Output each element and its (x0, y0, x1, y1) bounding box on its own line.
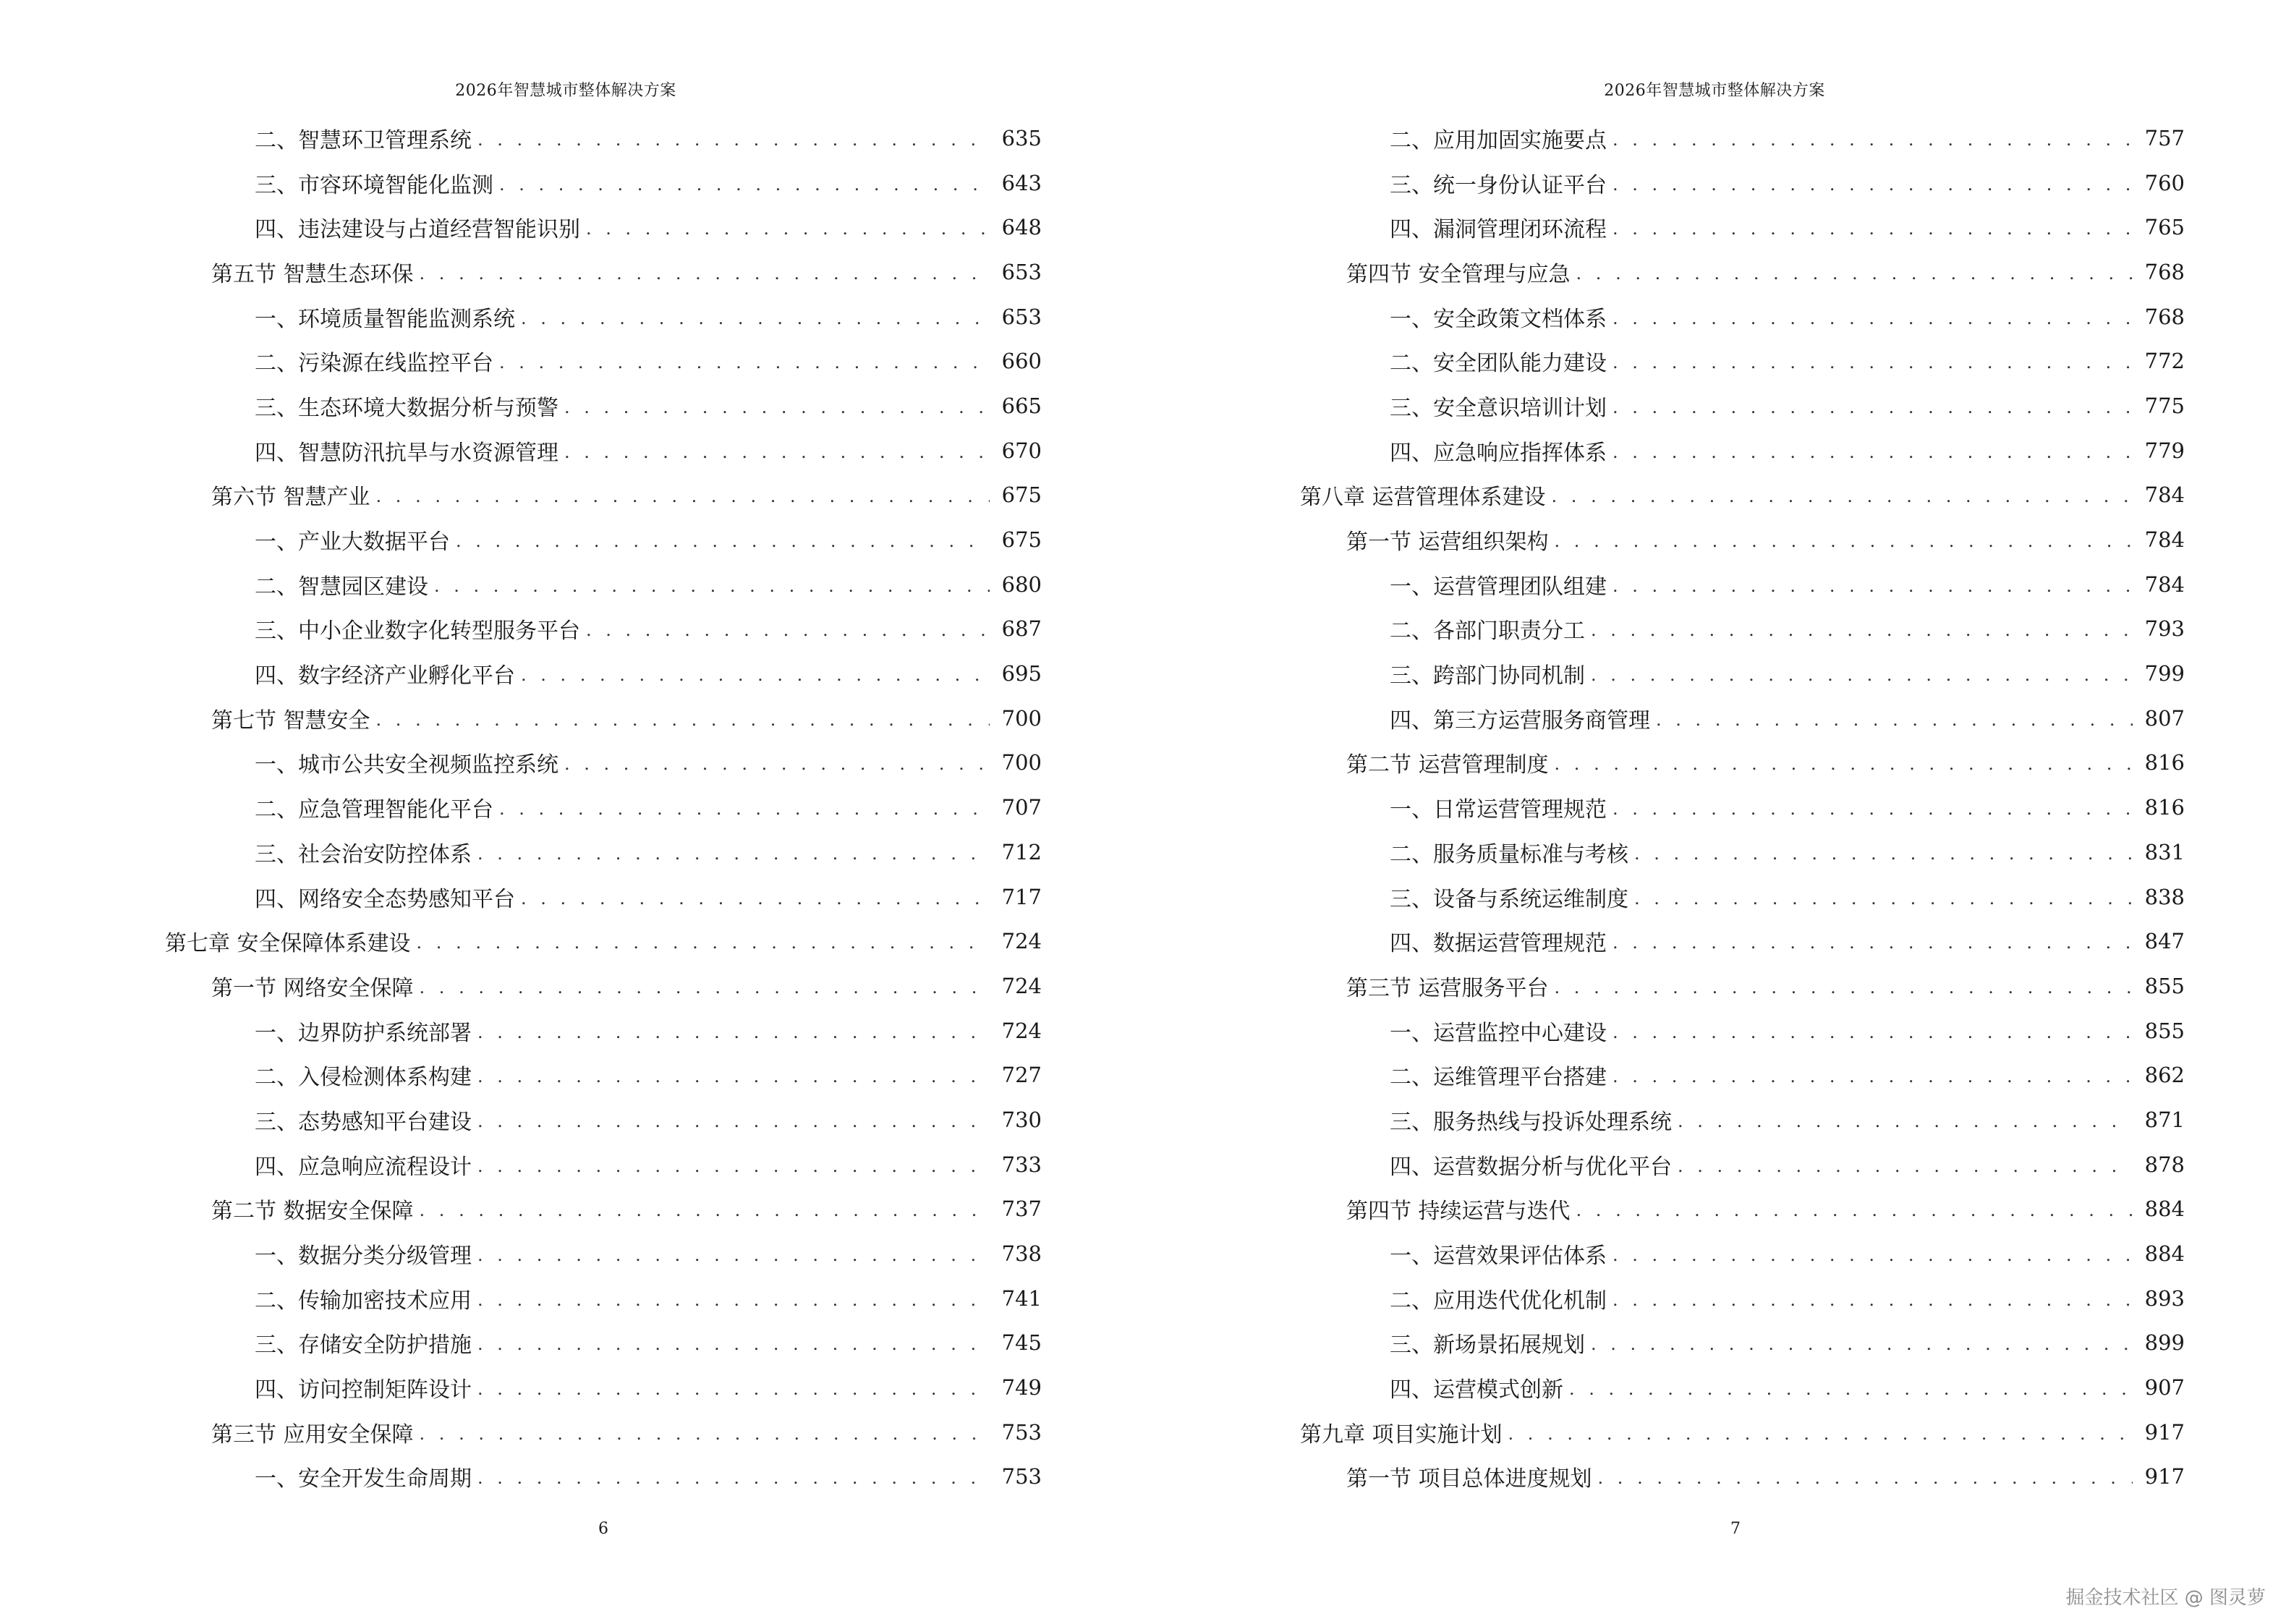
toc-entry-item[interactable] (0, 383, 1042, 428)
dot-leader (376, 486, 990, 506)
toc-entry-item[interactable] (1143, 383, 2185, 428)
toc-entry-item[interactable] (0, 607, 1042, 652)
toc-entry-page: 816 (2144, 795, 2185, 820)
toc-entry-label: 第一节 网络安全保障 (211, 975, 414, 1001)
toc-entry-label: 第五节 智慧生态环保 (211, 261, 414, 287)
toc-entry-page: 784 (2144, 482, 2185, 508)
toc-entry-label: 第二节 运营管理制度 (1346, 752, 1549, 778)
toc-entry-item[interactable] (0, 785, 1042, 830)
dot-leader (1598, 1468, 2133, 1488)
dot-leader (456, 531, 990, 551)
toc-entry-chapter[interactable] (0, 919, 1042, 964)
toc-entry-item[interactable] (1143, 919, 2185, 964)
toc-entry-item[interactable] (1143, 696, 2185, 741)
toc-entry-label: 四、数字经济产业孵化平台 (255, 663, 515, 689)
toc-entry-page: 862 (2144, 1063, 2185, 1088)
toc-entry-page: 687 (1001, 616, 1042, 642)
toc-entry-item[interactable] (1143, 294, 2185, 339)
toc-entry-label: 三、跨部门协同机制 (1390, 663, 1585, 689)
dot-leader (1612, 576, 2133, 596)
dot-leader (1591, 620, 2133, 640)
toc-entry-label: 第四节 持续运营与迭代 (1346, 1199, 1571, 1225)
toc-entry-page: 899 (2144, 1330, 2185, 1356)
toc-entry-item[interactable] (0, 294, 1042, 339)
toc-entry-item[interactable] (1143, 1097, 2185, 1142)
toc-entry-chapter[interactable] (1143, 1410, 2185, 1455)
page-number: 7 (1730, 1520, 1741, 1538)
dot-leader (1612, 218, 2133, 239)
toc-entry-item[interactable] (1143, 1142, 2185, 1187)
toc-entry-page: 733 (1001, 1152, 1042, 1177)
toc-entry-item[interactable] (0, 161, 1042, 205)
toc-entry-item[interactable] (1143, 1321, 2185, 1366)
dot-leader (521, 888, 990, 909)
dot-leader (1508, 1424, 2133, 1444)
toc-entry-page: 775 (2144, 393, 2185, 418)
toc-entry-page: 807 (2144, 705, 2185, 731)
page-header: 2026年智慧城市整体解决方案 (1604, 82, 1825, 100)
toc-entry-label: 二、智慧环卫管理系统 (255, 127, 472, 153)
toc-entry-page: 768 (2144, 304, 2185, 329)
toc-entry-label: 一、数据分类分级管理 (255, 1243, 472, 1270)
toc-entry-page: 893 (2144, 1285, 2185, 1311)
toc-entry-item[interactable] (0, 830, 1042, 875)
toc-entry-page: 653 (1001, 259, 1042, 284)
dot-leader (564, 397, 990, 417)
toc-entry-page: 753 (1001, 1464, 1042, 1489)
toc-entry-page: 793 (2144, 616, 2185, 642)
toc-entry-label: 一、边界防护系统部署 (255, 1020, 472, 1046)
dot-leader (1576, 1200, 2133, 1220)
dot-leader (1612, 1245, 2133, 1265)
toc-entry-label: 二、应急管理智能化平台 (255, 797, 493, 823)
dot-leader (499, 799, 990, 819)
toc-entry-label: 三、存储安全防护措施 (255, 1332, 472, 1359)
toc-entry-page: 760 (2144, 170, 2185, 195)
toc-entry-item[interactable] (0, 1008, 1042, 1053)
toc-entry-page: 847 (2144, 929, 2185, 954)
toc-entry-item[interactable] (1143, 339, 2185, 383)
toc-entry-label: 二、各部门职责分工 (1390, 618, 1585, 645)
dot-leader (1634, 888, 2133, 909)
toc-entry-item[interactable] (0, 1455, 1042, 1500)
toc-entry-label: 二、服务质量标准与考核 (1390, 841, 1628, 867)
toc-entry-label: 一、产业大数据平台 (255, 530, 450, 556)
dot-leader (376, 710, 990, 730)
toc-entry-page: 660 (1001, 349, 1042, 374)
toc-entry-page: 737 (1001, 1196, 1042, 1222)
dot-leader (1612, 1066, 2133, 1087)
toc-entry-label: 四、数据运营管理规范 (1390, 931, 1607, 957)
toc-entry-label: 四、运营数据分析与优化平台 (1390, 1154, 1672, 1180)
toc-entry-page: 855 (2144, 973, 2185, 998)
toc-entry-page: 871 (2144, 1107, 2185, 1132)
dot-leader (477, 843, 990, 864)
toc-entry-page: 749 (1001, 1375, 1042, 1400)
dot-leader (521, 308, 990, 328)
dot-leader (564, 754, 990, 774)
toc-entry-label: 二、入侵检测体系构建 (255, 1065, 472, 1091)
dot-leader (586, 218, 990, 239)
toc-entry-page: 855 (2144, 1018, 2185, 1043)
toc-entry-item[interactable] (1143, 428, 2185, 473)
toc-entry-item[interactable] (0, 1142, 1042, 1187)
toc-entry-label: 二、智慧园区建设 (255, 574, 428, 600)
toc-entry-label: 三、中小企业数字化转型服务平台 (255, 618, 580, 645)
toc-entry-item[interactable] (1143, 562, 2185, 607)
toc-entry-label: 第一节 运营组织架构 (1346, 530, 1549, 556)
toc-entry-label: 一、运营监控中心建设 (1390, 1020, 1607, 1046)
toc-entry-page: 724 (1001, 929, 1042, 954)
toc-entry-label: 一、运营效果评估体系 (1390, 1243, 1607, 1270)
dot-leader (564, 442, 990, 462)
dot-leader (417, 932, 990, 953)
toc-entry-label: 第四节 安全管理与应急 (1346, 261, 1571, 287)
dot-leader (1552, 486, 2133, 506)
toc-entry-page: 784 (2144, 527, 2185, 553)
toc-entry-item[interactable] (0, 875, 1042, 919)
toc-entry-page: 700 (1001, 705, 1042, 731)
dot-leader (1555, 977, 2133, 998)
toc-entry-label: 二、污染源在线监控平台 (255, 351, 493, 377)
dot-leader (1634, 843, 2133, 864)
dot-leader (1612, 442, 2133, 462)
toc-entry-label: 一、日常运营管理规范 (1390, 797, 1607, 823)
dot-leader (499, 352, 990, 373)
toc-entry-label: 四、智慧防汛抗旱与水资源管理 (255, 440, 558, 466)
toc-entry-label: 一、运营管理团队组建 (1390, 574, 1607, 600)
toc-entry-section[interactable] (1143, 741, 2185, 786)
dot-leader (420, 977, 990, 998)
toc-entry-item[interactable] (1143, 205, 2185, 250)
dot-leader (1656, 710, 2133, 730)
toc-entry-page: 768 (2144, 259, 2185, 284)
toc-entry-label: 三、统一身份认证平台 (1390, 172, 1607, 198)
toc-entry-label: 二、应用加固实施要点 (1390, 127, 1607, 153)
toc-entry-item[interactable] (0, 1097, 1042, 1142)
dot-leader (477, 1066, 990, 1087)
toc-entry-page: 680 (1001, 571, 1042, 597)
toc-entry-page: 765 (2144, 215, 2185, 240)
toc-entry-label: 四、应急响应指挥体系 (1390, 440, 1607, 466)
dot-leader (499, 174, 990, 195)
toc-entry-page: 707 (1001, 795, 1042, 820)
toc-entry-label: 三、生态环境大数据分析与预警 (255, 395, 558, 421)
toc-entry-label: 二、传输加密技术应用 (255, 1288, 472, 1314)
toc-entry-label: 第九章 项目实施计划 (1300, 1421, 1503, 1447)
toc-entry-section[interactable] (0, 964, 1042, 1008)
toc-entry-label: 三、市容环境智能化监测 (255, 172, 493, 198)
dot-leader (1591, 665, 2133, 685)
toc-entry-item[interactable] (1143, 1053, 2185, 1097)
dot-leader (1612, 932, 2133, 953)
dot-leader (521, 665, 990, 685)
dot-leader (477, 1111, 990, 1131)
toc-entry-label: 一、环境质量智能监测系统 (255, 306, 515, 332)
toc-entry-label: 四、第三方运营服务商管理 (1390, 707, 1650, 734)
toc-entry-page: 717 (1001, 884, 1042, 909)
toc-entry-item[interactable] (1143, 1231, 2185, 1276)
toc-entry-item[interactable] (0, 562, 1042, 607)
toc-entry-item[interactable] (0, 651, 1042, 696)
toc-entry-section[interactable] (1143, 517, 2185, 562)
dot-leader (1678, 1111, 2133, 1131)
toc-entry-item[interactable] (0, 1231, 1042, 1276)
toc-entry-page: 799 (2144, 661, 2185, 686)
toc-entry-section[interactable] (1143, 1455, 2185, 1500)
toc-entry-page: 635 (1001, 125, 1042, 150)
toc-entry-page: 784 (2144, 571, 2185, 597)
toc-entry-item[interactable] (0, 116, 1042, 161)
page-number: 6 (598, 1520, 608, 1538)
dot-leader (1569, 1379, 2133, 1399)
toc-entry-label: 三、态势感知平台建设 (255, 1109, 472, 1135)
toc-entry-page: 741 (1001, 1285, 1042, 1311)
toc-entry-label: 第二节 数据安全保障 (211, 1199, 414, 1225)
dot-leader (1612, 129, 2133, 150)
toc-entry-item[interactable] (1143, 161, 2185, 205)
dot-leader (1678, 1156, 2133, 1176)
dot-leader (477, 1468, 990, 1488)
toc-entry-page: 724 (1001, 973, 1042, 998)
toc-entry-item[interactable] (1143, 785, 2185, 830)
dot-leader (477, 1156, 990, 1176)
dot-leader (1591, 1334, 2133, 1354)
dot-leader (420, 263, 990, 284)
toc-entry-item[interactable] (0, 1321, 1042, 1366)
toc-entry-label: 四、访问控制矩阵设计 (255, 1377, 472, 1403)
toc-entry-label: 一、安全开发生命周期 (255, 1466, 472, 1492)
toc-entry-item[interactable] (1143, 651, 2185, 696)
dot-leader (1612, 352, 2133, 373)
toc-entry-page: 757 (2144, 125, 2185, 150)
toc-entry-item[interactable] (1143, 1008, 2185, 1053)
dot-leader (477, 1334, 990, 1354)
toc-entry-label: 二、运维管理平台搭建 (1390, 1065, 1607, 1091)
toc-entry-label: 三、服务热线与投诉处理系统 (1390, 1109, 1672, 1135)
toc-entry-item[interactable] (0, 1053, 1042, 1097)
toc-entry-page: 730 (1001, 1107, 1042, 1132)
toc-entry-page: 917 (2144, 1464, 2185, 1489)
toc-entry-page: 772 (2144, 349, 2185, 374)
toc-list (0, 116, 1042, 1499)
toc-entry-page: 700 (1001, 750, 1042, 775)
toc-entry-label: 二、安全团队能力建设 (1390, 351, 1607, 377)
toc-entry-label: 三、社会治安防控体系 (255, 841, 472, 867)
toc-entry-section[interactable] (0, 473, 1042, 518)
dot-leader (1612, 174, 2133, 195)
toc-entry-page: 878 (2144, 1152, 2185, 1177)
toc-entry-label: 第八章 运营管理体系建设 (1300, 485, 1546, 511)
toc-entry-item[interactable] (0, 517, 1042, 562)
dot-leader (1612, 308, 2133, 328)
toc-entry-chapter[interactable] (1143, 473, 2185, 518)
dot-leader (420, 1200, 990, 1220)
page-header: 2026年智慧城市整体解决方案 (455, 82, 676, 100)
toc-entry-item[interactable] (0, 339, 1042, 383)
toc-entry-page: 816 (2144, 750, 2185, 775)
toc-entry-label: 三、设备与系统运维制度 (1390, 886, 1628, 912)
toc-entry-page: 917 (2144, 1419, 2185, 1445)
dot-leader (477, 1290, 990, 1310)
toc-entry-section[interactable] (0, 696, 1042, 741)
dot-leader (1612, 1290, 2133, 1310)
toc-entry-item[interactable] (1143, 607, 2185, 652)
toc-entry-label: 第三节 应用安全保障 (211, 1421, 414, 1447)
toc-entry-page: 653 (1001, 304, 1042, 329)
toc-entry-label: 三、安全意识培训计划 (1390, 395, 1607, 421)
toc-entry-page: 675 (1001, 482, 1042, 508)
toc-entry-page: 675 (1001, 527, 1042, 553)
toc-entry-page: 648 (1001, 215, 1042, 240)
toc-entry-label: 第一节 项目总体进度规划 (1346, 1466, 1592, 1492)
toc-entry-item[interactable] (1143, 875, 2185, 919)
toc-entry-label: 一、城市公共安全视频监控系统 (255, 752, 558, 778)
dot-leader (1612, 799, 2133, 819)
toc-entry-label: 三、新场景拓展规划 (1390, 1332, 1585, 1359)
toc-list (1143, 116, 2185, 1499)
toc-entry-item[interactable] (0, 428, 1042, 473)
dot-leader (434, 576, 990, 596)
toc-entry-section[interactable] (1143, 250, 2185, 294)
toc-entry-item[interactable] (1143, 116, 2185, 161)
toc-entry-page: 738 (1001, 1241, 1042, 1267)
toc-entry-page: 907 (2144, 1375, 2185, 1400)
dot-leader (1612, 1022, 2133, 1042)
toc-entry-label: 四、运营模式创新 (1390, 1377, 1563, 1403)
toc-entry-section[interactable] (0, 1410, 1042, 1455)
dot-leader (1612, 397, 2133, 417)
toc-entry-label: 第七节 智慧安全 (211, 707, 370, 734)
toc-entry-label: 一、安全政策文档体系 (1390, 306, 1607, 332)
toc-entry-section[interactable] (0, 250, 1042, 294)
toc-entry-page: 838 (2144, 884, 2185, 909)
toc-entry-section[interactable] (1143, 964, 2185, 1008)
toc-entry-label: 四、违法建设与占道经营智能识别 (255, 217, 580, 243)
toc-entry-section[interactable] (0, 1187, 1042, 1232)
toc-entry-label: 第三节 运营服务平台 (1346, 975, 1549, 1001)
dot-leader (1576, 263, 2133, 284)
toc-entry-page: 779 (2144, 438, 2185, 463)
toc-entry-item[interactable] (0, 741, 1042, 786)
dot-leader (477, 1022, 990, 1042)
dot-leader (420, 1424, 990, 1444)
toc-entry-label: 四、应急响应流程设计 (255, 1154, 472, 1180)
toc-entry-label: 第六节 智慧产业 (211, 485, 370, 511)
toc-entry-page: 695 (1001, 661, 1042, 686)
toc-entry-item[interactable] (0, 205, 1042, 250)
dot-leader (477, 1245, 990, 1265)
dot-leader (1555, 754, 2133, 774)
toc-entry-item[interactable] (0, 1276, 1042, 1321)
dot-leader (1555, 531, 2133, 551)
toc-entry-page: 712 (1001, 839, 1042, 864)
right-page (1143, 0, 2286, 1624)
toc-entry-page: 831 (2144, 839, 2185, 864)
toc-entry-page: 745 (1001, 1330, 1042, 1356)
toc-entry-label: 二、应用迭代优化机制 (1390, 1288, 1607, 1314)
toc-entry-page: 884 (2144, 1241, 2185, 1267)
toc-entry-page: 727 (1001, 1063, 1042, 1088)
dot-leader (477, 1379, 990, 1399)
toc-entry-section[interactable] (1143, 1187, 2185, 1232)
toc-entry-page: 884 (2144, 1196, 2185, 1222)
toc-entry-item[interactable] (1143, 1365, 2185, 1410)
toc-entry-page: 724 (1001, 1018, 1042, 1043)
toc-entry-page: 670 (1001, 438, 1042, 463)
dot-leader (586, 620, 990, 640)
watermark: 掘金技术社区 @ 图灵萝 (2065, 1587, 2266, 1609)
toc-entry-page: 643 (1001, 170, 1042, 195)
toc-entry-label: 四、漏洞管理闭环流程 (1390, 217, 1607, 243)
toc-entry-label: 第七章 安全保障体系建设 (165, 931, 411, 957)
toc-entry-item[interactable] (1143, 830, 2185, 875)
toc-entry-item[interactable] (0, 1365, 1042, 1410)
dot-leader (477, 129, 990, 150)
toc-entry-item[interactable] (1143, 1276, 2185, 1321)
toc-entry-page: 753 (1001, 1419, 1042, 1445)
toc-entry-label: 四、网络安全态势感知平台 (255, 886, 515, 912)
toc-entry-page: 665 (1001, 393, 1042, 418)
